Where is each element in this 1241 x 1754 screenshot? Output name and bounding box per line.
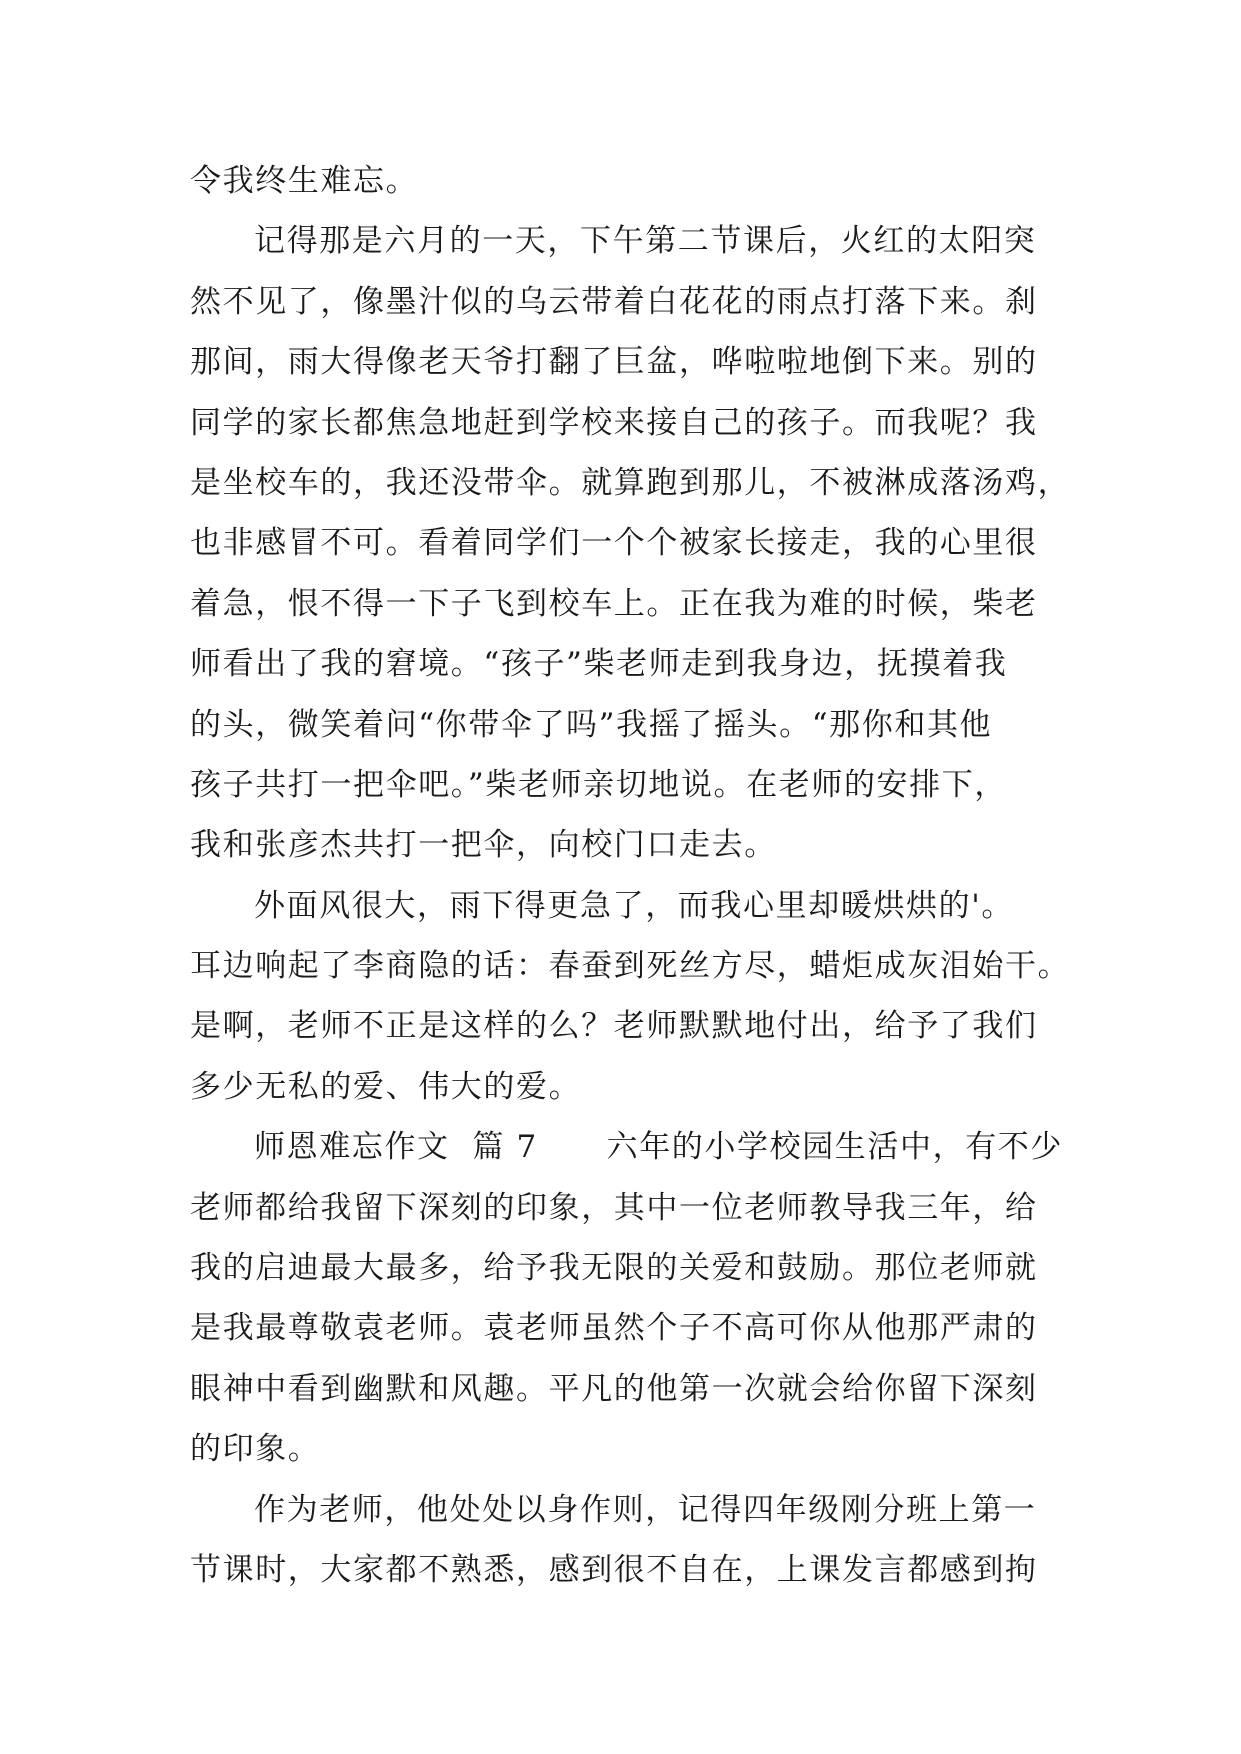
text-line: 是啊，老师不正是这样的么？老师默默地付出，给予了我们 [190,1008,1038,1045]
text-line: 是我最尊敬袁老师。袁老师虽然个子不高可你从他那严肃的 [190,1310,1038,1347]
text-line: 多少无私的爱、伟大的爱。 [190,1068,582,1105]
essay-text [190,151,1071,1600]
text-line: 外面风很大，雨下得更急了，而我心里却暖烘烘的'。 [254,887,1014,924]
text-line: 眼神中看到幽默和风趣。平凡的他第一次就会给你留下深刻 [190,1370,1038,1407]
text-line: 老师都给我留下深刻的印象，其中一位老师教导我三年，给 [190,1189,1038,1226]
text-line: 的印象。 [190,1431,321,1468]
text-line: 我的启迪最大最多，给予我无限的关爱和鼓励。那位老师就 [190,1250,1038,1287]
text-line: 节课时，大家都不熟悉，感到很不自在，上课发言都感到拘 [190,1551,1038,1588]
text-line: 是坐校车的，我还没带伞。就算跑到那儿，不被淋成落汤鸡， [190,464,1071,501]
text-line: 师恩难忘作文 篇 7 六年的小学校园生活中，有不少 [254,1129,1064,1166]
text-line: 的头，微笑着问“你带伞了吗”我摇了摇头。“那你和其他 [190,706,993,743]
text-line: 那间，雨大得像老天爷打翻了巨盆，哗啦啦地倒下来。别的 [190,344,1038,381]
text-line: 着急，恨不得一下子飞到校车上。正在我为难的时候，柴老 [190,585,1038,622]
text-line: 同学的家长都焦急地赶到学校来接自己的孩子。而我呢？我 [190,404,1038,441]
text-line: 作为老师，他处处以身作则，记得四年级刚分班上第一 [254,1491,1037,1528]
text-line: 耳边响起了李商隐的话：春蚕到死丝方尽，蜡炬成灰泪始干。 [190,948,1071,985]
text-line: 孩子共打一把伞吧。”柴老师亲切地说。在老师的安排下， [190,766,1007,803]
text-line: 记得那是六月的一天，下午第二节课后，火红的太阳突 [254,223,1037,260]
text-line: 师看出了我的窘境。“孩子”柴老师走到我身边，抚摸着我 [190,646,1008,683]
text-line: 也非感冒不可。看着同学们一个个被家长接走，我的心里很 [190,525,1038,562]
text-line: 令我终生难忘。 [190,163,419,199]
text-line: 我和张彦杰共打一把伞，向校门口走去。 [190,827,777,864]
text-line: 然不见了，像墨汁似的乌云带着白花花的雨点打落下来。刹 [190,283,1038,320]
